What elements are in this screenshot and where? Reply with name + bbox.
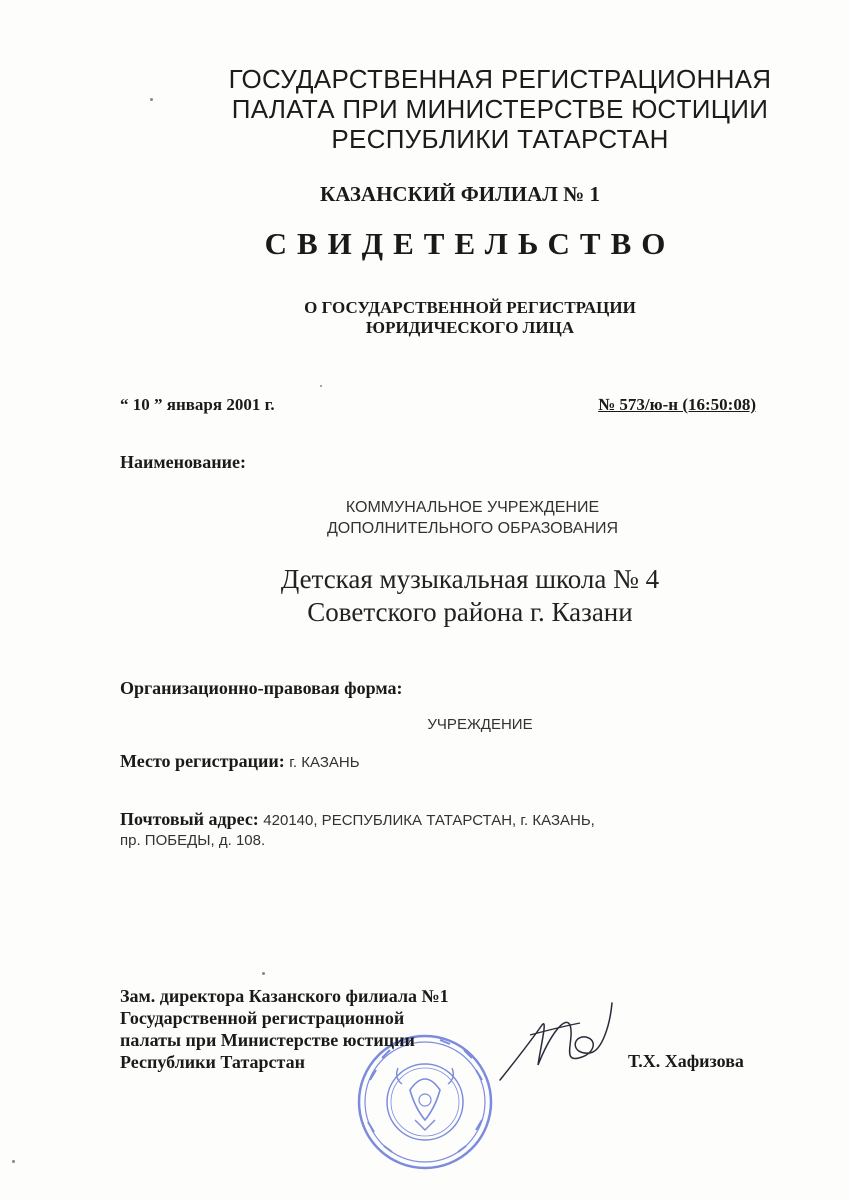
branch-title: КАЗАНСКИЙ ФИЛИАЛ № 1 xyxy=(319,182,601,206)
legal-form-label: Организационно-правовая форма: xyxy=(120,678,403,698)
name-label: Наименование: xyxy=(120,452,246,472)
scan-speck xyxy=(12,1160,15,1163)
legal-form-value: УЧРЕЖДЕНИЕ xyxy=(427,716,533,733)
signatory-line-4: Республики Татарстан xyxy=(120,1052,305,1072)
registration-date: “ 10 ” января 2001 г. xyxy=(120,395,275,414)
organization-type xyxy=(200,497,745,539)
signatory-position xyxy=(120,985,449,1073)
certificate-subtitle xyxy=(200,298,740,338)
signatory-line-3: палаты при Министерстве юстиции xyxy=(120,1030,415,1050)
org-type-line-2: ДОПОЛНИТЕЛЬНОГО ОБРАЗОВАНИЯ xyxy=(326,520,619,537)
org-name-line-2: Советского района г. Казани xyxy=(307,597,633,627)
signatory-line-1: Зам. директора Казанского филиала №1 xyxy=(120,986,449,1006)
organization-name xyxy=(180,563,760,629)
issuing-authority-header xyxy=(200,64,800,154)
signer-name: Т.Х. Хафизова xyxy=(628,1051,744,1071)
org-type-line-1: КОММУНАЛЬНОЕ УЧРЕЖДЕНИЕ xyxy=(345,499,600,516)
postal-address-label: Почтовый адрес: xyxy=(120,809,259,829)
header-line-2: ПАЛАТА ПРИ МИНИСТЕРСТВЕ ЮСТИЦИИ xyxy=(231,94,769,124)
certificate-title: СВИДЕТЕЛЬСТВО xyxy=(264,226,676,261)
header-line-3: РЕСПУБЛИКИ ТАТАРСТАН xyxy=(331,124,669,154)
postal-address-row xyxy=(120,808,760,832)
signatory-line-2: Государственной регистрационной xyxy=(120,1008,405,1028)
handwritten-signature xyxy=(490,995,620,1095)
subtitle-line-2: ЮРИДИЧЕСКОГО ЛИЦА xyxy=(365,318,575,337)
postal-address-line-1: 420140, РЕСПУБЛИКА ТАТАРСТАН, г. КАЗАНЬ, xyxy=(263,812,595,829)
scan-speck xyxy=(320,385,322,387)
registration-place-value: г. КАЗАНЬ xyxy=(289,754,360,771)
scan-speck xyxy=(150,98,153,101)
scan-speck xyxy=(262,972,265,975)
registration-number: № 573/ю-н (16:50:08) xyxy=(598,395,756,414)
header-line-1: ГОСУДАРСТВЕННАЯ РЕГИСТРАЦИОННАЯ xyxy=(228,64,772,94)
postal-address-line-2: пр. ПОБЕДЫ, д. 108. xyxy=(120,832,266,849)
org-name-line-1: Детская музыкальная школа № 4 xyxy=(280,564,660,594)
registration-place-row xyxy=(120,751,360,772)
registration-place-label: Место регистрации: xyxy=(120,751,285,771)
subtitle-line-1: О ГОСУДАРСТВЕННОЙ РЕГИСТРАЦИИ xyxy=(304,298,636,317)
